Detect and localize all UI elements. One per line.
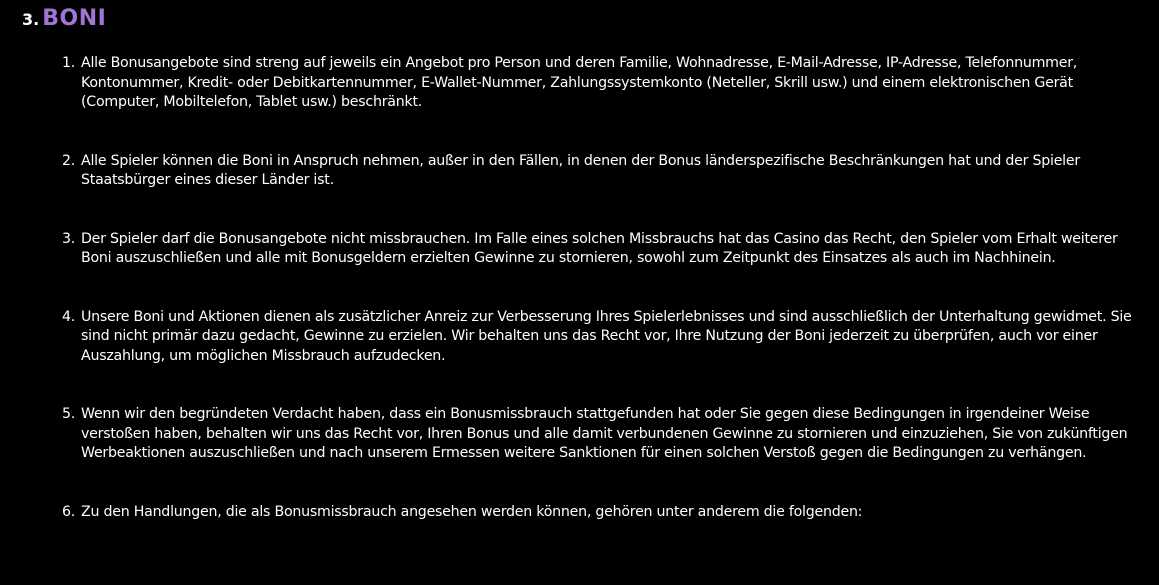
rule-text: Alle Bonusangebote sind streng auf jeweils ein Angebot pro Person und deren Familie, Wohnadresse, E-Mail-Adresse, IP-Adresse, Telefonnummer, Kontonummer, Kredit- oder Debitkartennummer, E-Wallet-Nummer, Zahlungssystemkonto (Neteller, Skrill usw.) und einem elektronischen Gerät (Computer, Mobiltelefon, Tablet usw.) beschränkt. <box>81 55 1078 110</box>
rule-item-6 <box>62 503 1142 523</box>
rule-text: Unsere Boni und Aktionen dienen als zusätzlicher Anreiz zur Verbesserung Ihres Spielerlebnisses und sind ausschließlich der Unterhaltung gewidmet. Sie sind nicht primär dazu gedacht, Gewinne zu erzielen. Wir behalten uns das Recht vor, Ihre Nutzung der Boni jederzeit zu überprüfen, auch vor einer Auszahlung, um möglichen Missbrauch aufzudecken. <box>81 308 1132 364</box>
section-number: 3. <box>22 10 40 29</box>
section-title: BONI <box>42 6 107 31</box>
rule-item-2 <box>62 152 1142 191</box>
rule-text: Der Spieler darf die Bonusangebote nicht missbrauchen. Im Falle eines solchen Missbrauchs hat das Casino das Recht, den Spieler vom Erhalt weiterer Boni auszuschließen und alle mit Bonusgeldern erzielten Gewinne zu stornieren, sowohl zum Zeitpunkt des Einsatzes als auch im Nachhinein. <box>81 230 1118 266</box>
rule-number: 4. <box>62 308 76 325</box>
rule-text: Zu den Handlungen, die als Bonusmissbrauch angesehen werden können, gehören unter anderem die folgenden: <box>81 503 863 520</box>
rule-number: 3. <box>62 230 76 247</box>
rule-text: Wenn wir den begründeten Verdacht haben, dass ein Bonusmissbrauch stattgefunden hat oder Sie gegen diese Bedingungen in irgendeiner Weise verstoßen haben, behalten wir uns das Recht vor, Ihren Bonus und alle damit verbundenen Gewinne zu stornieren und einzuziehen, Sie von zukünftigen Werbeaktionen auszuschließen und nach unserem Ermessen weitere Sanktionen für einen solchen Verstoß gegen die Bedingungen zu verhängen. <box>81 406 1128 461</box>
rule-item-3 <box>62 230 1142 269</box>
section-heading <box>22 6 106 31</box>
rules-list <box>62 54 1142 561</box>
rule-number: 6. <box>62 503 76 520</box>
rule-number: 5. <box>62 406 76 422</box>
rule-text: Alle Spieler können die Boni in Anspruch nehmen, außer in den Fällen, in denen der Bonus länderspezifische Beschränkungen hat und der Spieler Staatsbürger eines dieser Länder ist. <box>81 152 1080 188</box>
rule-number: 1. <box>62 55 76 71</box>
rule-number: 2. <box>62 152 76 169</box>
rule-item-1 <box>62 54 1142 113</box>
rule-item-5 <box>62 405 1142 464</box>
rule-item-4 <box>62 308 1142 367</box>
